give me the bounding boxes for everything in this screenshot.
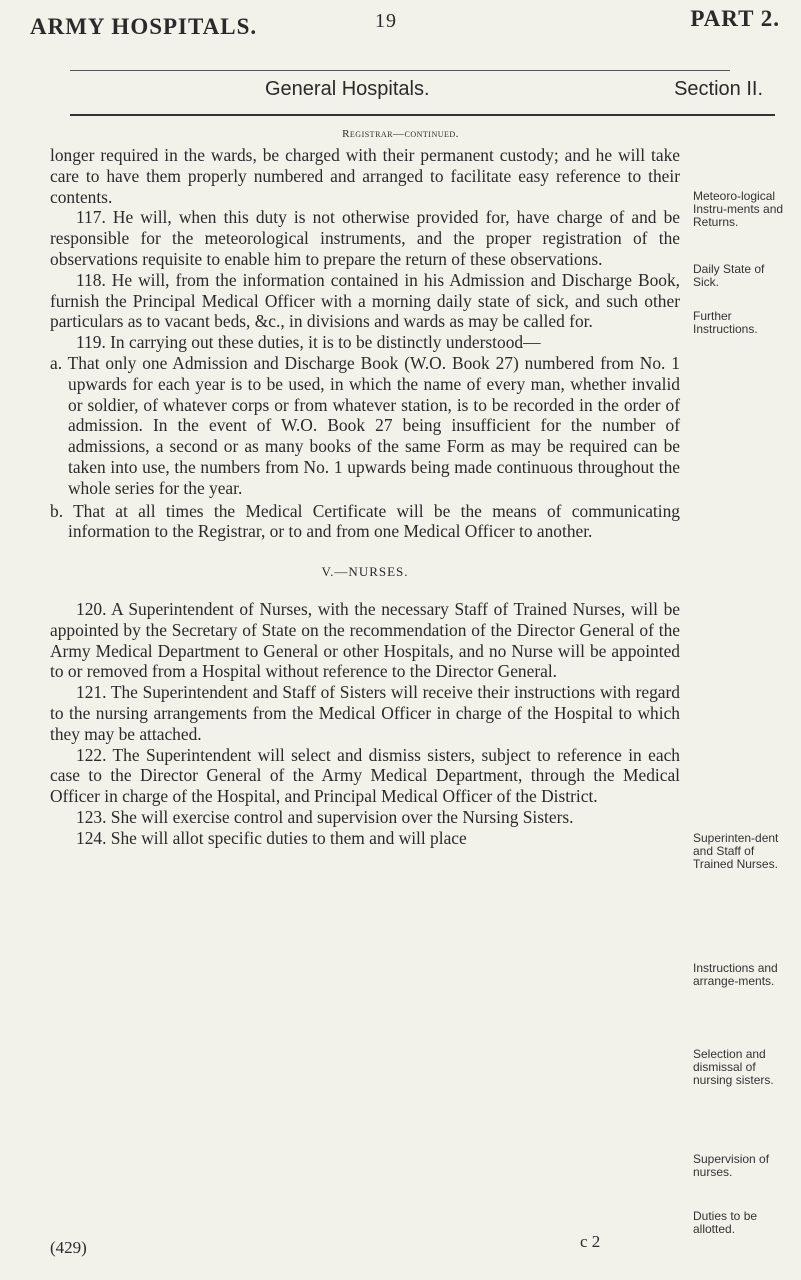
- paragraph-120: 120. A Superintendent of Nurses, with the necessary Staff of Trained Nurses, will be appointed by the Secretary of State on the recommendation of the Director General of the Army Medical Department to General or other Hospitals, and no Nurse will be appointed to or removed from a Hospital without reference to the Director General.: [50, 598, 680, 682]
- part-label: PART 2.: [690, 6, 780, 31]
- page-footer: [50, 1232, 680, 1262]
- chapter-title: General Hospitals.: [265, 78, 430, 100]
- margin-note-117: Meteoro-logical Instru-ments and Returns.: [693, 189, 784, 229]
- paragraph-124: 124. She will allot specific duties to them and will place: [76, 827, 467, 848]
- paragraph-continued: longer required in the wards, be charged with their permanent custody; and he will take care to have them properly numbered and arranged to facilitate easy reference to their contents.: [50, 145, 680, 207]
- margin-note-121: Instructions and arrange-ments.: [693, 961, 778, 988]
- body-text: [50, 145, 680, 849]
- paragraph-118: 118. He will, from the information contained in his Admission and Discharge Book, furnish the Principal Medical Officer with a morning daily state of sick, and such other particulars as to vacant beds, &c., in divisions and wards as may be called for.: [50, 269, 680, 332]
- paragraph-122: 122. The Superintendent will select and dismiss sisters, subject to reference in each case to the Director General of the Army Medical Department, through the Medical Officer in charge of the Hospital, and Principal Medical Officer of the District.: [50, 744, 680, 807]
- section-heading-nurses: V.—NURSES.: [321, 564, 409, 580]
- header-rule: [70, 70, 730, 71]
- paragraph-119: 119. In carrying out these duties, it is to be distinctly understood—: [76, 332, 541, 353]
- signature-mark: c 2: [580, 1232, 601, 1251]
- subheading: [0, 78, 801, 112]
- running-head-title: ARMY HOSPITALS.: [30, 14, 258, 39]
- margin-note-120: Superinten-dent and Staff of Trained Nurses.: [693, 831, 779, 871]
- page-number: 19: [375, 10, 397, 32]
- paragraph-117: 117. He will, when this duty is not otherwise provided for, have charge of and be responsible for the meteorological instruments, and the proper registration of the observations requisite to enable him to prepare the return of these observations.: [50, 207, 680, 269]
- paragraph-121: 121. The Superintendent and Staff of Sisters will receive their instructions with regard to the nursing arrangements from the Medical Officer in charge of the Hospital to which they may be attached.: [50, 682, 680, 744]
- subheading-rule: [70, 114, 775, 116]
- list-item-b: b. That at all times the Medical Certificate will be the means of communicating information to the Registrar, or to and from one Medical Officer to another.: [50, 500, 680, 542]
- margin-note-124: Duties to be allotted.: [693, 1209, 758, 1236]
- list-item-a: a. That only one Admission and Discharge Book (W.O. Book 27) numbered from No. 1 upwards for each year is to be used, in which the name of every man, whether invalid or soldier, of whatever corps or from whatever station, is to be recorded in the order of admission. In the event of W.O. Book 27 being insufficient for the number of admissions, a second or as many books of the same Form as may be required can be taken into use, the numbers from No. 1 upwards being made continuous throughout the whole series for the year.: [50, 352, 680, 498]
- margin-note-123: Supervision of nurses.: [693, 1152, 770, 1179]
- print-number: (429): [50, 1238, 87, 1257]
- section-label: Section II.: [674, 78, 763, 100]
- running-head: [30, 4, 780, 44]
- paragraph-123: 123. She will exercise control and supervision over the Nursing Sisters.: [76, 806, 574, 827]
- margin-note-118: Daily State of Sick.: [693, 262, 765, 289]
- continued-heading: Registrar—continued.: [342, 128, 459, 140]
- margin-note-122: Selection and dismissal of nursing sisters.: [693, 1047, 774, 1087]
- margin-note-119: Further Instructions.: [693, 309, 758, 336]
